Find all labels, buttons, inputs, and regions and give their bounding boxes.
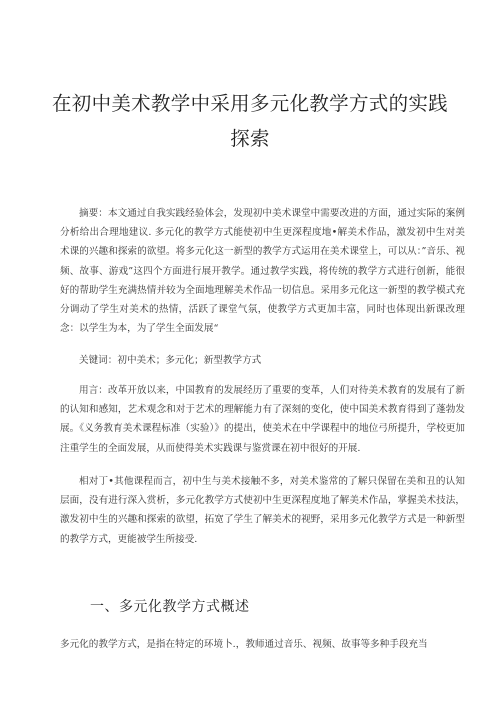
section-paragraph: 多元化的教学方式，是指在特定的环境卜.，教师通过音乐、视频、故事等多种手段充当 xyxy=(60,639,428,650)
abstract-paragraph: 摘要：本文通过自我实践经验体会，发现初中美术课堂中需要改进的方面，通过实际的案例分析给出合理地建议. 多元化的教学方式能使初中生更深程度地•解美术作品，激发初中生对美术课的兴趣和探索的欲望。将多元化这一新型的教学方式运用在美术课堂上，可以从：”音乐、视频、故事、游戏”这四个方面进行展开教学。通过教学实践，将传统的教学方式进行创新，能很好的帮助学生充满热情并较为全面地理解美术作品一切信息。采用多元化这一新型的教学模式充分调动了学生对美术的热情，活跃了课堂气氛，使教学方式更加丰富，同时也体现出新课改理念：以学生为本，为了学生全面发展“ xyxy=(60,208,465,335)
section-heading: 一、多元化教学方式概述 xyxy=(90,599,250,615)
introduction-paragraph: 用言：改革开放以来，中国教育的发展经历了重要的变革，人们对待美术教育的发展有了新的认知和感知，艺术观念和对于艺术的理解能力有了深刻的变化，使中国美术教育得到了蓬勃发展。《义务教育美术课程标准（实验）》的提出，使美术在中学课程中的地位弓所提升，学校更加注重学生的全面发展，从而使得美术实践课与鉴赏课在初中很好的开展. xyxy=(60,385,465,454)
keywords-line: 关键词：初中美术；多元化；新型教学方式 xyxy=(79,355,262,366)
body-paragraph: 相对丁•其他课程而言，初中生与美术接触不多，对美术鉴常的了解只保留在美和丑的认知层面，没有进行深入赏析，多元化教学方式使初中生更深程度地了解美术作品，掌握美术技法，激发初中生的兴趣和探索的欲望，拓宽了学生了解美术的视野，采用多元化教学方式是一种新型的教学方式，更能被学生所接受. xyxy=(60,476,465,545)
document-title-continuation: 探索 xyxy=(230,127,270,150)
document-title: 在初中美术教学中采用多元化教学方式的实践 xyxy=(51,92,448,115)
